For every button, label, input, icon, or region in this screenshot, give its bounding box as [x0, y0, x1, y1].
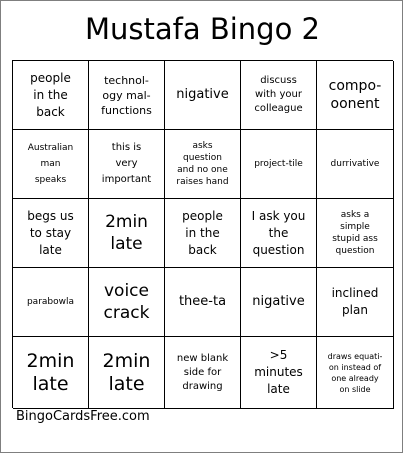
cell-text: 2min late: [102, 349, 151, 395]
bingo-cell[interactable]: [13, 268, 89, 337]
bingo-cell[interactable]: [241, 199, 317, 268]
bingo-cell[interactable]: [317, 337, 394, 409]
bingo-cell[interactable]: [89, 199, 165, 268]
bingo-cell[interactable]: [241, 61, 317, 130]
bingo-cell[interactable]: [317, 199, 394, 268]
bingo-cell[interactable]: [165, 268, 241, 337]
cell-text: 2min late: [26, 349, 75, 395]
cell-text: project-tile: [254, 159, 303, 169]
bingo-cell[interactable]: [317, 61, 394, 130]
bingo-cell[interactable]: [89, 337, 165, 409]
cell-text: thee-ta: [178, 294, 227, 309]
cell-text: inclined plan: [331, 286, 379, 317]
bingo-cell[interactable]: [13, 61, 89, 130]
bingo-cell[interactable]: [165, 337, 241, 409]
cell-text: technol- ogy mal- functions: [101, 73, 152, 117]
cell-text: asks a simple stupid ass question: [332, 210, 378, 256]
cell-text: Australian man speaks: [27, 143, 74, 185]
bingo-cell[interactable]: [89, 268, 165, 337]
footer-source-text: BingoCardsFree.com: [16, 409, 150, 424]
cell-text: this is very important: [101, 142, 152, 185]
bingo-cell[interactable]: [241, 130, 317, 199]
card-title: Mustafa Bingo 2: [84, 12, 320, 46]
bingo-cell[interactable]: [241, 268, 317, 337]
bingo-cell[interactable]: [165, 61, 241, 130]
cell-text: people in the back: [182, 208, 223, 257]
cell-text: durrivative: [330, 159, 380, 169]
cell-text: discuss with your colleague: [254, 75, 303, 114]
cell-text: voice crack: [103, 281, 150, 323]
cell-text: parabowla: [26, 297, 75, 307]
cell-text: nigative: [252, 294, 305, 309]
cell-text: begs us to stay late: [27, 208, 74, 257]
cell-text: draws equati- on instead of one already on slide: [327, 351, 383, 394]
bingo-cell[interactable]: [317, 130, 394, 199]
bingo-cell[interactable]: [241, 337, 317, 409]
bingo-cell[interactable]: [89, 130, 165, 199]
cell-text: nigative: [176, 87, 229, 102]
bingo-cell[interactable]: [165, 130, 241, 199]
cell-text: 2min late: [105, 212, 148, 254]
cell-text: people in the back: [30, 70, 71, 119]
cell-text: >5 minutes late: [254, 348, 303, 396]
bingo-cell[interactable]: [13, 199, 89, 268]
bingo-cell[interactable]: [13, 337, 89, 409]
bingo-cell[interactable]: [89, 61, 165, 130]
cell-text: I ask you the question: [251, 208, 306, 257]
bingo-grid: [12, 60, 393, 408]
bingo-cell[interactable]: [13, 130, 89, 199]
cell-text: new blank side for drawing: [176, 352, 229, 392]
bingo-cell[interactable]: [317, 268, 394, 337]
cell-text: compo- oonent: [328, 78, 382, 112]
bingo-cell[interactable]: [165, 199, 241, 268]
cell-text: asks question and no one raises hand: [176, 141, 229, 187]
